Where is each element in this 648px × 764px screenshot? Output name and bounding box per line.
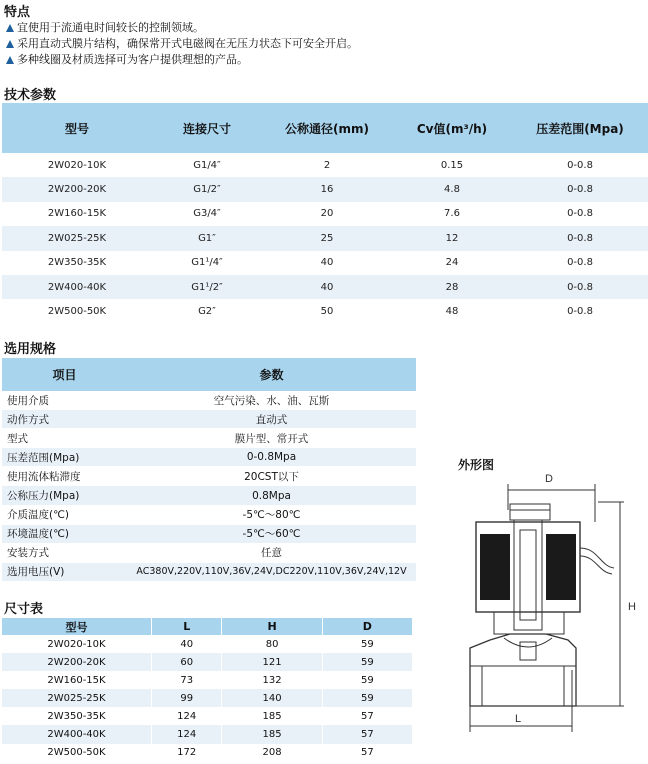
size-header-model: 型号 [2, 618, 151, 635]
dimension-h-label: H [628, 601, 636, 613]
spec-header-row [2, 358, 416, 391]
feature-item: 多种线圈及材质选择可为客户提供理想的产品。 [6, 52, 358, 68]
table-row: 型式 膜片型、常开式 [2, 429, 416, 448]
table-row: 选用电压(V) AC380V,220V,110V,36V,24V,DC220V,110V,36V,24V,12V [2, 562, 416, 581]
valve-cap [510, 504, 550, 520]
table-row: 2W400-40K 124 185 57 [2, 725, 412, 743]
features-title: 特点 [4, 5, 31, 20]
valve-body [470, 634, 576, 706]
features-list [6, 20, 358, 68]
dimension-l-label: L [514, 713, 522, 725]
valve-outline-drawing [448, 470, 638, 740]
table-row: 2W160-15K G3/4″ 20 7.6 0-0.8 [2, 202, 648, 226]
valve-bonnet [494, 612, 564, 634]
size-header-h: H [222, 618, 322, 635]
table-row: 2W500-50K 172 208 57 [2, 744, 412, 762]
size-table [2, 618, 412, 762]
table-row: 2W200-20K 60 121 59 [2, 653, 412, 671]
table-row: 环境温度(℃) -5℃～60℃ [2, 524, 416, 543]
drawing-title: 外形图 [458, 458, 495, 472]
table-row: 使用介质 空气污染、水、油、瓦斯 [2, 391, 416, 410]
table-row: 2W500-50K G2″ 50 48 0-0.8 [2, 299, 648, 323]
table-row: 2W025-25K 99 140 59 [2, 689, 412, 707]
triangle-bullet-icon [6, 56, 14, 64]
coil-winding [480, 534, 510, 600]
valve-seat [520, 642, 536, 660]
spec-table [2, 358, 416, 582]
tech-title: 技术参数 [4, 88, 57, 103]
table-row: 介质温度(℃) -5℃～80℃ [2, 505, 416, 524]
core-tube [514, 520, 542, 630]
feature-item: 采用直动式膜片结构，确保常开式电磁阀在无压力状态下可安全开启。 [6, 36, 358, 52]
triangle-bullet-icon [6, 24, 14, 32]
table-row: 2W025-25K G1″ 25 12 0-0.8 [2, 226, 648, 250]
table-row: 2W020-10K G1/4″ 2 0.15 0-0.8 [2, 153, 648, 177]
table-row: 2W350-35K G1¹/4″ 40 24 0-0.8 [2, 251, 648, 275]
tech-header-pressure: 压差范围(Mpa) [512, 103, 648, 153]
table-row: 2W200-20K G1/2″ 16 4.8 0-0.8 [2, 177, 648, 201]
triangle-bullet-icon [6, 40, 14, 48]
size-header-l: L [151, 618, 222, 635]
plunger [520, 530, 536, 620]
size-title: 尺寸表 [4, 602, 44, 617]
tech-header-connection: 连接尺寸 [152, 103, 262, 153]
table-row: 压差范围(Mpa) 0-0.8Mpa [2, 448, 416, 467]
table-row: 使用流体粘滞度 20CST以下 [2, 467, 416, 486]
spec-header-item: 项目 [2, 358, 127, 391]
table-row: 动作方式 直动式 [2, 410, 416, 429]
table-row: 公称压力(Mpa) 0.8Mpa [2, 486, 416, 505]
coil-winding [546, 534, 576, 600]
table-row: 2W350-35K 124 185 57 [2, 707, 412, 725]
table-row: 2W020-10K 40 80 59 [2, 635, 412, 653]
feature-item: 宜使用于流通电时间较长的控制领域。 [6, 20, 358, 36]
tech-header-model: 型号 [2, 103, 152, 153]
tech-header-row [2, 103, 648, 153]
dimension-d-label: D [545, 473, 553, 485]
table-row: 2W400-40K G1¹/2″ 40 28 0-0.8 [2, 275, 648, 299]
spec-header-param: 参数 [127, 358, 416, 391]
tech-table [2, 103, 648, 324]
spec-title: 选用规格 [4, 342, 57, 357]
size-header-d: D [322, 618, 412, 635]
table-row: 2W160-15K 73 132 59 [2, 671, 412, 689]
table-row: 安装方式 任意 [2, 543, 416, 562]
tech-header-cv: Cv值(m³/h) [392, 103, 512, 153]
tech-header-bore: 公称通径(mm) [262, 103, 392, 153]
size-header-row [2, 618, 412, 635]
